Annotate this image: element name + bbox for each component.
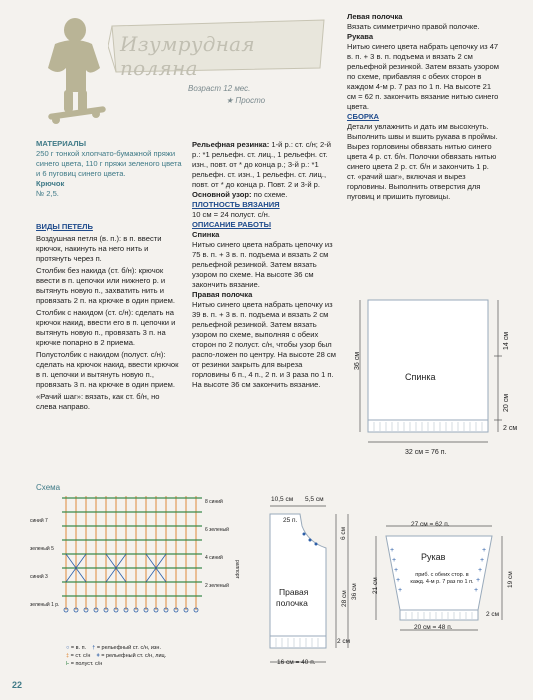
legend-text-2: = рельефный ст. с/н, изн.: [96, 645, 161, 651]
density-heading: ПЛОТНОСТЬ ВЯЗАНИЯ: [192, 200, 280, 209]
stitch-double-crochet: Столбик с накидом (ст. с/н): сделать на крючок накид, ввести его в п. цепочки и вытянуть новую п., провязать 3 п. на крючке попарно в 2 приема.: [36, 308, 176, 347]
legend-sym-2: †: [92, 645, 96, 651]
materials-heading: МАТЕРИАЛЫ: [36, 139, 86, 148]
row-label-4: 4 синий: [205, 555, 223, 561]
left-front-text: Вязать симметрично правой полочке.: [347, 22, 480, 31]
legend-text-1: = ст. с/н: [70, 653, 91, 659]
svg-text:+: +: [476, 577, 481, 584]
scheme-title: Схема: [36, 483, 61, 492]
row-label-5: зеленый 5: [30, 546, 54, 552]
main-title: Основной узор:: [192, 190, 252, 199]
svg-text:+: +: [478, 567, 483, 574]
back-height-rib: 2 см: [503, 425, 518, 432]
legend-sym-0: ○: [66, 645, 70, 651]
legend-sym-4: Ⱶ: [66, 661, 70, 667]
svg-text:+: +: [474, 587, 479, 594]
front-height-top: 6 см: [340, 526, 347, 540]
front-width: 16 см = 40 п.: [277, 659, 316, 666]
front-label-2: полочка: [276, 598, 308, 608]
front-neck-count: 25 п.: [283, 517, 298, 524]
svg-text:+: +: [398, 587, 403, 594]
back-height-total: 36 см: [354, 351, 361, 370]
stitches-section: [36, 222, 182, 412]
row-label-7: синий 7: [30, 518, 48, 524]
main-pattern: [192, 190, 336, 200]
row-label-2: 2 зеленый: [205, 583, 229, 589]
front-title: Правая полочка: [192, 290, 253, 299]
svg-text:+: +: [392, 557, 397, 564]
back-width: 32 см = 76 п.: [405, 449, 447, 456]
sleeve-top-width: 27 см = 62 п.: [411, 521, 450, 528]
row-label-6: 6 зеленый: [205, 527, 229, 533]
sleeve-height-total: 21 см: [372, 577, 379, 594]
front-diagram: [262, 496, 362, 672]
front-width-right: 5,5 см: [305, 496, 324, 503]
legend-row-1: [66, 644, 246, 652]
density-text: 10 см = 24 полуст. с/н.: [192, 210, 270, 219]
stitch-crab: «Рачий шаг»: вязать, как ст. б/н, но слева направо.: [36, 392, 160, 411]
back-title: Спинка: [192, 230, 220, 239]
legend-text-3: = рельефный ст. с/н, лиц.: [101, 653, 167, 659]
rapport-label: раппорт: [234, 560, 240, 579]
instructions-column: [192, 140, 336, 390]
work-heading: ОПИСАНИЕ РАБОТЫ: [192, 220, 272, 229]
legend-text-0: = в. п.: [70, 645, 87, 651]
back-label: Спинка: [405, 372, 436, 382]
sleeve-bottom-width: 20 см = 48 п.: [414, 624, 453, 631]
child-skateboard-illustration: [30, 6, 120, 131]
row-label-8: 8 синий: [205, 499, 223, 505]
stitches-heading: ВИДЫ ПЕТЕЛЬ: [36, 222, 93, 231]
hook-label: Крючок: [36, 179, 65, 188]
age-badge: [188, 84, 250, 93]
svg-text:+: +: [396, 577, 401, 584]
svg-text:+: +: [394, 567, 399, 574]
row-label-1: зеленый 1 р.: [30, 602, 60, 608]
assembly-text: Детали увлажнить и дать им высохнуть. Выполнить швы и вшить рукава в проймы. Вырез горловины обвязать нитью синего цвета 4 р. ст. б/н. Полочки обвязать нитью синего цвета 2 р. ст. б/н и закончить 1 р. ст. «рачий шаг», включая и вырез горловины. Выполнить отверстия для пуговиц и пришить пуговицы.: [347, 122, 498, 201]
hook-size: № 2,5.: [36, 189, 59, 198]
stitch-half-double: Полустолбик с накидом (полуст. с/н): сделать на крючок накид, ввести крючок в п. цепочки и вытянуть новую п., провязать 3 п. на крючке в один прием.: [36, 350, 179, 389]
sleeve-increase-note: приб. с обеих стор. в кажд. 4-м р. 7 раз по 1 п.: [410, 572, 474, 585]
back-text: Нитью синего цвета набрать цепочку из 75 в. п. + 3 в. п. подъема и вязать 2 см рельефной резинкой. Затем вязать узором по схеме. На высоте 36 см закончить вязание.: [192, 240, 333, 289]
legend-row-3: [66, 660, 246, 668]
front-height-mid: 36 см: [351, 583, 358, 600]
rib-text: 1-й р.: ст. с/н; 2-й р.: *1 рельефн. ст. лиц., 1 рельефн. ст. изн., повт. от * до конца р.; 3-й р.: *1 рельефн. ст. изн., 1 рельефн. ст. лиц., повт. от * до конца р. Повт. 2 и 3-й р.: [192, 140, 332, 189]
svg-text:+: +: [390, 547, 395, 554]
sleeve-title: Рукава: [347, 32, 374, 41]
stitch-chain: Воздушная петля (в. п.): в п. ввести крючок, накинуть на него нить и протянуть через п.: [36, 234, 162, 263]
scheme-row-labels-right: [205, 499, 229, 589]
front-width-left: 10,5 см: [271, 496, 294, 503]
sleeve-label: Рукав: [421, 552, 446, 562]
sleeve-height-rib: 2 см: [486, 611, 500, 618]
scheme-legend: [66, 644, 246, 668]
left-front-title: Левая полочка: [347, 12, 403, 21]
scheme-chart: [62, 492, 212, 617]
legend-text-4: = полуст. с/н: [70, 661, 103, 667]
svg-text:+: +: [482, 547, 487, 554]
row-label-3: синий 3: [30, 574, 48, 580]
materials-text: 250 г тонкой хлопчато-бумажной пряжи синего цвета, 110 г пряжи зеленого цвета и 6 пуговиц синего цвета.: [36, 149, 182, 178]
main-text: по схеме.: [253, 190, 288, 199]
front-text: Нитью синего цвета набрать цепочку из 39 в. п. + 3 в. п. подъема и вязать 2 см рельефной резинкой. Затем вязать узором по схеме, выполняя с обеих сторон по 2 полуст. с/н, чтобы узор был распо-ложен по центру. На высоте 28 см от резинки закрыть для выреза горловины 6 п., 4 п., 2 п. и 3 раза по 1 п. На высоте 36 см закончить вязание.: [192, 300, 336, 389]
svg-text:+: +: [480, 557, 485, 564]
difficulty-badge: ★ Просто: [226, 96, 266, 105]
banner-title: Изумрудная поляна: [120, 32, 255, 80]
front-height-total: 28 см: [341, 590, 348, 607]
rib-pattern: [192, 140, 336, 190]
front-height-rib: 2 см: [337, 638, 351, 645]
back-height-mid: 20 см: [503, 393, 510, 412]
page-number: 22: [12, 680, 23, 690]
front-label-1: Правая: [279, 587, 309, 597]
scheme-row-labels-left: [30, 518, 59, 608]
materials-section: [36, 139, 182, 199]
legend-row-2: [66, 652, 246, 660]
legend-sym-3: ǂ: [96, 653, 100, 659]
right-column: [347, 12, 499, 202]
legend-sym-1: ‡: [66, 653, 70, 659]
rib-title: Рельефная резинка:: [192, 140, 270, 149]
assembly-heading: СБОРКА: [347, 112, 380, 121]
age-text: Возраст 12 мес.: [188, 84, 251, 93]
back-height-top: 14 см: [503, 331, 510, 350]
sleeve-text: Нитью синего цвета набрать цепочку из 47 в. п. + 3 в. п. подъема и вязать 2 см рельефной резинкой. Затем вязать узором по схеме, прибавляя с обеих сторон в каждом 4-м р. 7 раз по 1 п. На высоте 21 см = 62 п. закончить вязание нитью синего цвета.: [347, 42, 499, 111]
stitch-single-crochet: Столбик без накида (ст. б/н): крючок ввести в п. цепочки или нижнего р. и вытянуть новую п., захватить нить и провязать 2 п. на крючке в один прием.: [36, 266, 175, 305]
sleeve-height-mid: 19 см: [507, 571, 514, 588]
